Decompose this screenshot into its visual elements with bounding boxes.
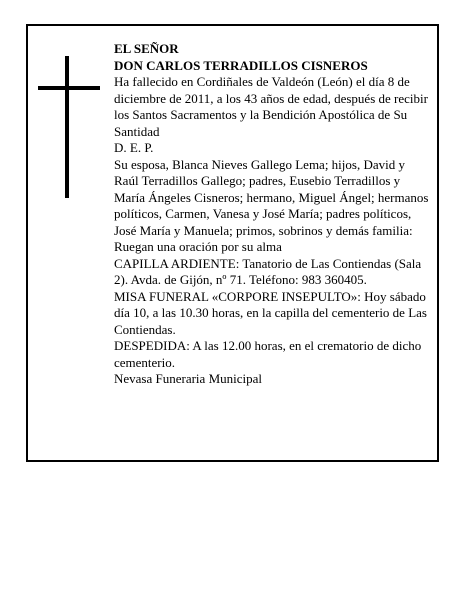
cross-horizontal-bar xyxy=(38,86,100,90)
death-statement: Ha fallecido en Cordiñales de Valdeón (León) el día 8 de diciembre de 2011, a los 43 años de edad, después de recibir los Santos Sacramentos y la Bendición Apostólica de Su Santidad xyxy=(114,74,428,139)
funeral-home: Nevasa Funeraria Municipal xyxy=(114,371,263,386)
cross-vertical-bar xyxy=(65,56,69,198)
family-list: Su esposa, Blanca Nieves Gallego Lema; hijos, David y Raúl Terradillos Gallego; padres, Eusebio Terradillos y María Ángeles Cisneros; hermano, Miguel Ángel; hermanos políticos, Carmen, Vanesa y José María; padres políticos, José María y Manuela; primos, sobrinos y demás familia: xyxy=(114,156,429,238)
farewell-info: DESPEDIDA: A las 12.00 horas, en el crematorio de dicho cementerio. xyxy=(114,338,422,370)
cross-icon xyxy=(38,56,100,198)
deceased-name: DON CARLOS TERRADILLOS CISNEROS xyxy=(114,57,368,73)
notice-text xyxy=(114,41,432,388)
obituary-notice xyxy=(26,24,439,462)
funeral-mass-info: MISA FUNERAL «CORPORE INSEPULTO»: Hoy sábado día 10, a las 10.30 horas, en la capilla del cementerio de Las Contiendas. xyxy=(114,288,427,337)
rest-in-peace: D. E. P. xyxy=(114,140,154,155)
chapel-info: CAPILLA ARDIENTE: Tanatorio de Las Contiendas (Sala 2). Avda. de Gijón, nº 71. Teléfono: 983 360405. xyxy=(114,255,422,287)
prayer-request: Ruegan una oración por su alma xyxy=(114,239,282,254)
notice-heading-title: EL SEÑOR xyxy=(114,41,179,56)
